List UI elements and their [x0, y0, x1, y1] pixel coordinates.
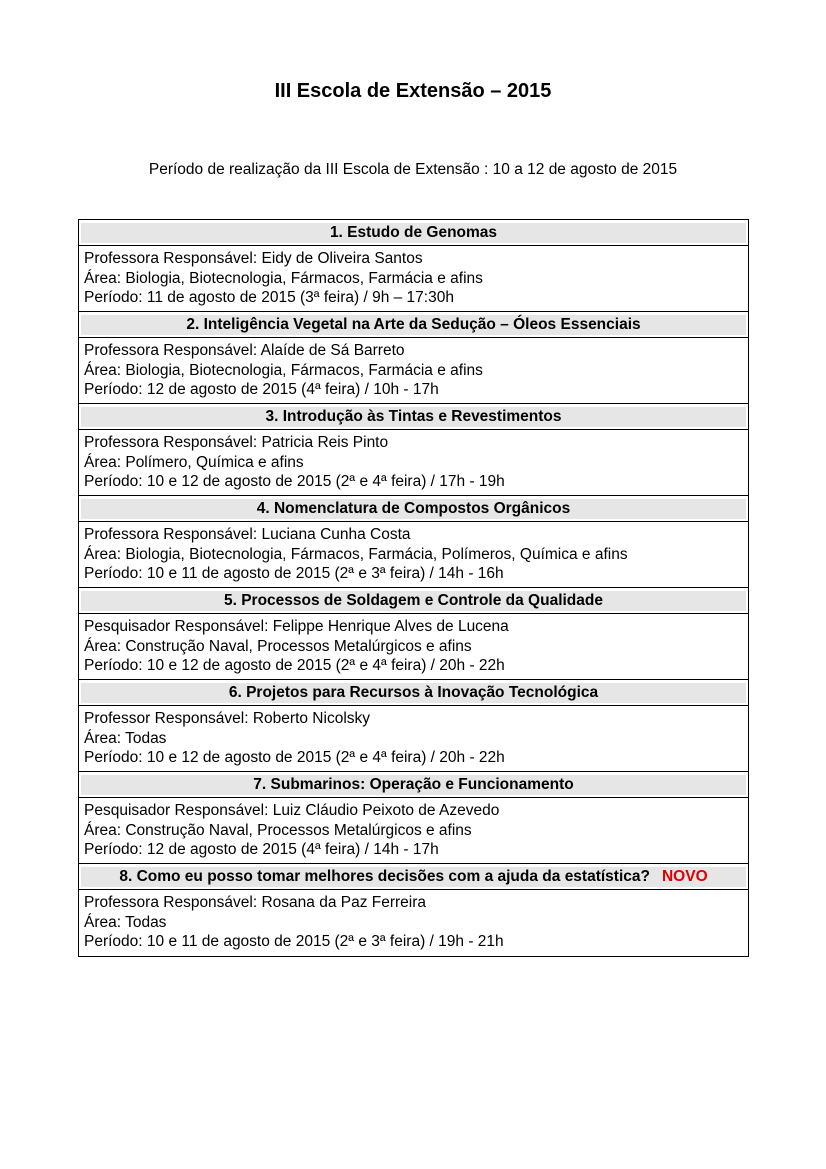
course-responsible: Pesquisador Responsável: Felippe Henrique Alves de Lucena [84, 618, 509, 635]
course-heading-band [81, 407, 746, 427]
course-header [79, 220, 748, 246]
course-heading: 7. Submarinos: Operação e Funcionamento [253, 776, 574, 793]
course-details [79, 522, 748, 588]
course-block [79, 496, 748, 588]
course-heading: 3. Introdução às Tintas e Revestimentos [265, 408, 562, 425]
course-responsible: Pesquisador Responsável: Luiz Cláudio Peixoto de Azevedo [84, 802, 500, 819]
course-area: Área: Todas [84, 729, 167, 747]
course-block [79, 312, 748, 404]
page-title: III Escola de Extensão – 2015 [274, 80, 552, 102]
course-header [79, 680, 748, 706]
course-block [79, 864, 748, 956]
course-period: Período: 12 de agosto de 2015 (4ª feira) / 10h - 17h [84, 381, 439, 398]
course-heading-band [81, 499, 746, 519]
course-heading: 2. Inteligência Vegetal na Arte da Sedução – Óleos Essenciais [186, 316, 641, 333]
course-period: Período: 12 de agosto de 2015 (4ª feira) / 14h - 17h [84, 841, 439, 858]
course-header [79, 312, 748, 338]
course-responsible: Professora Responsável: Eidy de Oliveira Santos [84, 250, 423, 267]
course-area: Área: Polímero, Química e afins [84, 453, 304, 471]
course-responsible: Professora Responsável: Rosana da Paz Ferreira [84, 894, 427, 911]
course-heading-band [81, 775, 746, 795]
course-area: Área: Biologia, Biotecnologia, Fármacos, Farmácia e afins [84, 361, 483, 379]
course-responsible: Professora Responsável: Luciana Cunha Costa [84, 526, 411, 543]
course-header [79, 496, 748, 522]
course-header [79, 404, 748, 430]
course-details [79, 430, 748, 496]
course-block [79, 680, 748, 772]
course-period: Período: 10 e 12 de agosto de 2015 (2ª e 4ª feira) / 17h - 19h [84, 473, 505, 490]
course-period: Período: 10 e 11 de agosto de 2015 (2ª e 3ª feira) / 14h - 16h [84, 565, 504, 582]
course-details [79, 890, 748, 956]
course-area: Área: Biologia, Biotecnologia, Fármacos, Farmácia, Polímeros, Química e afins [84, 545, 628, 563]
course-responsible: Professora Responsável: Alaíde de Sá Barreto [84, 342, 405, 359]
course-responsible: Professora Responsável: Patricia Reis Pinto [84, 434, 389, 451]
course-block [79, 772, 748, 864]
course-area: Área: Biologia, Biotecnologia, Fármacos, Farmácia e afins [84, 269, 483, 287]
course-details [79, 614, 748, 680]
course-heading-band [81, 315, 746, 335]
course-header [79, 864, 748, 890]
course-heading: 8. Como eu posso tomar melhores decisões com a ajuda da estatística? [119, 868, 650, 885]
course-period: Período: 11 de agosto de 2015 (3ª feira) / 9h – 17:30h [84, 289, 454, 306]
page-subtitle: Período de realização da III Escola de Extensão : 10 a 12 de agosto de 2015 [148, 161, 678, 178]
course-period: Período: 10 e 11 de agosto de 2015 (2ª e 3ª feira) / 19h - 21h [84, 933, 504, 950]
course-area: Área: Construção Naval, Processos Metalúrgicos e afins [84, 637, 472, 655]
course-area: Área: Todas [84, 913, 167, 931]
course-header [79, 588, 748, 614]
course-heading-band [81, 223, 746, 243]
course-heading: 1. Estudo de Genomas [329, 224, 498, 241]
courses-table [78, 219, 749, 957]
new-badge: NOVO [661, 868, 708, 885]
course-details [79, 706, 748, 772]
course-heading: 6. Projetos para Recursos à Inovação Tecnológica [228, 684, 599, 701]
course-details [79, 246, 748, 312]
course-heading-band [81, 683, 746, 703]
course-area: Área: Construção Naval, Processos Metalúrgicos e afins [84, 821, 472, 839]
course-block [79, 404, 748, 496]
course-period: Período: 10 e 12 de agosto de 2015 (2ª e 4ª feira) / 20h - 22h [84, 749, 505, 766]
course-details [79, 798, 748, 864]
course-block [79, 588, 748, 680]
course-heading-band [81, 867, 746, 887]
course-heading: 4. Nomenclatura de Compostos Orgânicos [256, 500, 571, 517]
course-details [79, 338, 748, 404]
course-block [79, 220, 748, 312]
course-heading-band [81, 591, 746, 611]
course-responsible: Professor Responsável: Roberto Nicolsky [84, 710, 371, 727]
course-period: Período: 10 e 12 de agosto de 2015 (2ª e 4ª feira) / 20h - 22h [84, 657, 505, 674]
course-heading: 5. Processos de Soldagem e Controle da Qualidade [223, 592, 603, 609]
course-header [79, 772, 748, 798]
